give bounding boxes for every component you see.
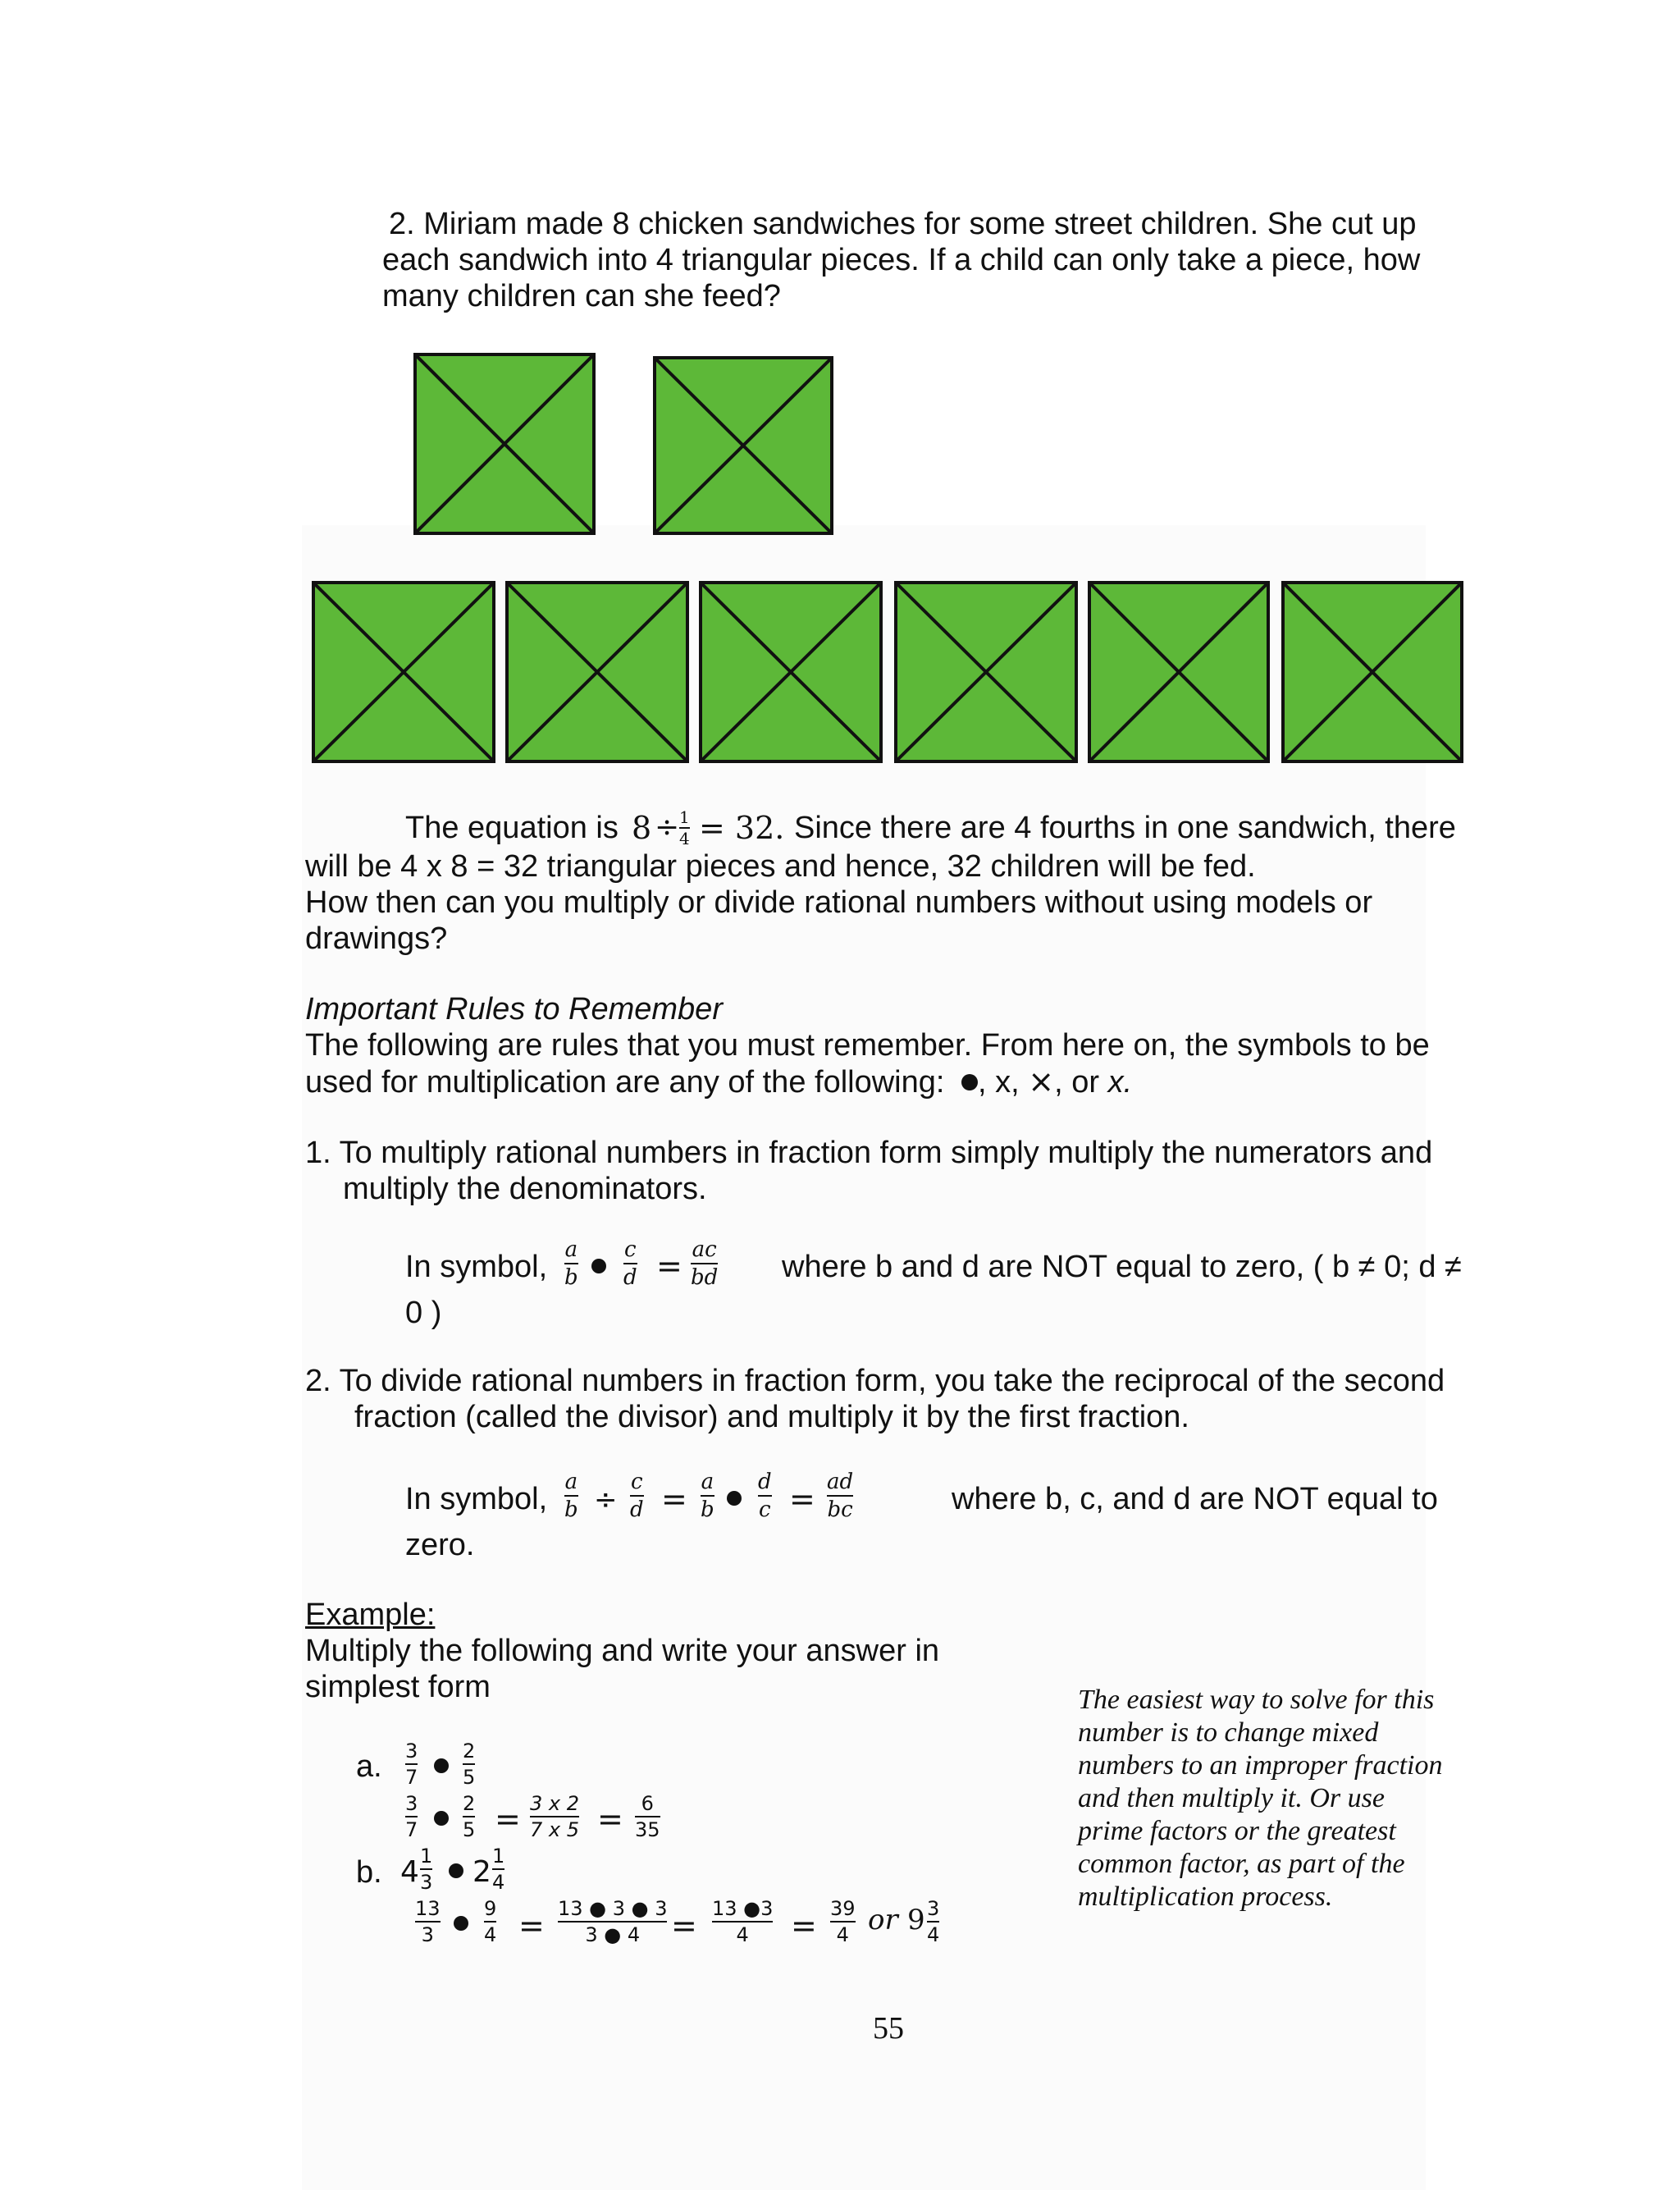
sandwich-icon xyxy=(653,356,833,535)
example-b-step-2-fraction: 13 ●3 4 xyxy=(712,1897,774,1946)
rule-1-equals: = xyxy=(656,1248,682,1284)
sandwich-icon xyxy=(505,581,689,763)
example-b-final-fraction: 3 4 xyxy=(927,1897,940,1946)
equation-line-2: will be 4 x 8 = 32 triangular pieces and hence, 32 children will be fed. xyxy=(305,849,1256,884)
sandwich-icon xyxy=(312,581,495,763)
rule-2-line-1: 2. To divide rational numbers in fraction form, you take the reciprocal of the second xyxy=(305,1364,1445,1398)
rule-2-fraction-ad-bc: ad bc xyxy=(827,1470,854,1522)
example-b-equals-2: = xyxy=(671,1908,697,1944)
equation-divide-sign: ÷ xyxy=(655,811,680,844)
question-line-1: How then can you multiply or divide rational numbers without using models or xyxy=(305,885,1373,920)
sandwich-icon xyxy=(413,353,596,535)
multiply-dot-icon xyxy=(434,1811,449,1826)
rules-intro-line-2: used for multiplication are any of the following: , x, ×, or x. xyxy=(305,1063,1133,1100)
equation-tail: Since there are 4 fourths in one sandwich, there xyxy=(794,811,1456,845)
rule-1-fraction-ac-bd: ac bd xyxy=(691,1237,719,1290)
rule-1-line-2: multiply the denominators. xyxy=(343,1172,707,1206)
sandwich-icon xyxy=(894,581,1078,763)
equation-result: = 32. xyxy=(699,810,785,846)
example-instruction-line-2: simplest form xyxy=(305,1670,491,1704)
rule-1-fraction-a-b: a b xyxy=(564,1237,578,1290)
rules-intro-line-1: The following are rules that you must remember. From here on, the symbols to be xyxy=(305,1028,1430,1063)
example-b-step-3-fraction: 39 4 xyxy=(830,1897,856,1946)
example-b-whole-1: 4 xyxy=(400,1855,419,1889)
rule-2-divide-sign: ÷ xyxy=(594,1484,618,1516)
rule-2-fraction-c-d: c d xyxy=(630,1470,644,1522)
rule-1-fraction-c-d: c d xyxy=(623,1237,637,1290)
example-a-fraction-1: 3 7 xyxy=(405,1740,418,1789)
multiply-dot-icon xyxy=(591,1259,606,1273)
multiply-dot-icon xyxy=(454,1916,468,1931)
multiply-dot-icon xyxy=(434,1758,449,1773)
example-a-equals-1: = xyxy=(495,1801,521,1837)
rules-heading: Important Rules to Remember xyxy=(305,992,723,1026)
rule-2-symbol-label: In symbol, xyxy=(405,1482,548,1516)
example-b-equals-3: = xyxy=(791,1908,817,1944)
page-background-panel xyxy=(302,525,1426,2190)
sandwich-icon xyxy=(699,581,883,763)
problem-line-1: 2. Miriam made 8 chicken sandwiches for some street children. She cut up xyxy=(389,207,1417,241)
rule-2-condition: where b, c, and d are NOT equal to xyxy=(952,1482,1438,1516)
rule-2-equals-1: = xyxy=(661,1481,687,1517)
times-symbol: × xyxy=(1028,1063,1055,1100)
example-a-label: a. xyxy=(356,1749,382,1784)
rule-1-condition-end: 0 ) xyxy=(405,1296,442,1330)
example-instruction-line-1: Multiply the following and write your answer in xyxy=(305,1634,940,1668)
question-line-2: drawings? xyxy=(305,921,448,956)
example-b-improper-fraction-1: 13 3 xyxy=(415,1897,441,1946)
example-b-whole-2: 2 xyxy=(472,1855,491,1889)
example-b-label: b. xyxy=(356,1855,382,1890)
example-a-fraction-2: 2 5 xyxy=(463,1740,476,1789)
bullet-dot-symbol xyxy=(961,1074,978,1090)
equation-fraction-denominator: 4 xyxy=(679,829,690,848)
equation-lead: The equation is xyxy=(405,811,619,845)
example-b-or-text: or xyxy=(868,1904,898,1936)
example-b-mixed-fraction-1: 1 3 xyxy=(420,1845,433,1894)
rule-2-fraction-d-c: d c xyxy=(758,1470,772,1522)
example-a-step-fraction-1: 3 7 xyxy=(405,1792,418,1841)
rule-2-equals-2: = xyxy=(789,1481,815,1517)
rule-2-line-2: fraction (called the divisor) and multiply it by the first fraction. xyxy=(354,1400,1189,1434)
example-b-final-whole: 9 xyxy=(907,1904,925,1936)
example-a-multiplied-fraction: 3 x 2 7 x 5 xyxy=(530,1792,579,1841)
example-b-step-1-fraction: 13 ● 3 ● 3 3 ● 4 xyxy=(558,1897,668,1946)
multiply-dot-icon xyxy=(449,1863,463,1878)
example-b-equals-1: = xyxy=(518,1908,545,1944)
equation-whole: 8 xyxy=(632,810,652,846)
rule-1-condition: where b and d are NOT equal to zero, ( b ≠ 0; d ≠ xyxy=(782,1250,1462,1284)
rule-2-fraction-a-b-2: a b xyxy=(701,1470,714,1522)
rule-1-symbol-label: In symbol, xyxy=(405,1250,548,1284)
example-a-equals-2: = xyxy=(597,1801,623,1837)
sandwich-icon xyxy=(1088,581,1270,763)
rule-2-fraction-a-b: a b xyxy=(564,1470,578,1522)
problem-line-3: many children can she feed? xyxy=(382,279,781,313)
example-a-step-fraction-2: 2 5 xyxy=(463,1792,476,1841)
equation-fraction xyxy=(679,809,690,847)
rule-1-line-1: 1. To multiply rational numbers in fraction form simply multiply the numerators and xyxy=(305,1136,1433,1170)
sandwich-icon xyxy=(1281,581,1463,763)
rule-2-condition-end: zero. xyxy=(405,1528,475,1562)
example-heading: Example: xyxy=(305,1598,436,1632)
side-note: The easiest way to solve for this number is to change mixed numbers to an improper fraction and then multiply it. Or use prime factors or the greatest common factor, as part of the multiplication process. xyxy=(1078,1685,1443,1912)
problem-line-2: each sandwich into 4 triangular pieces. If a child can only take a piece, how xyxy=(382,243,1421,277)
example-a-result-fraction: 6 35 xyxy=(635,1792,660,1841)
page-number: 55 xyxy=(873,2011,904,2046)
multiply-dot-icon xyxy=(727,1491,742,1506)
example-b-mixed-fraction-2: 1 4 xyxy=(492,1845,505,1894)
equation-fraction-numerator: 1 xyxy=(679,807,690,827)
example-b-improper-fraction-2: 9 4 xyxy=(484,1897,497,1946)
